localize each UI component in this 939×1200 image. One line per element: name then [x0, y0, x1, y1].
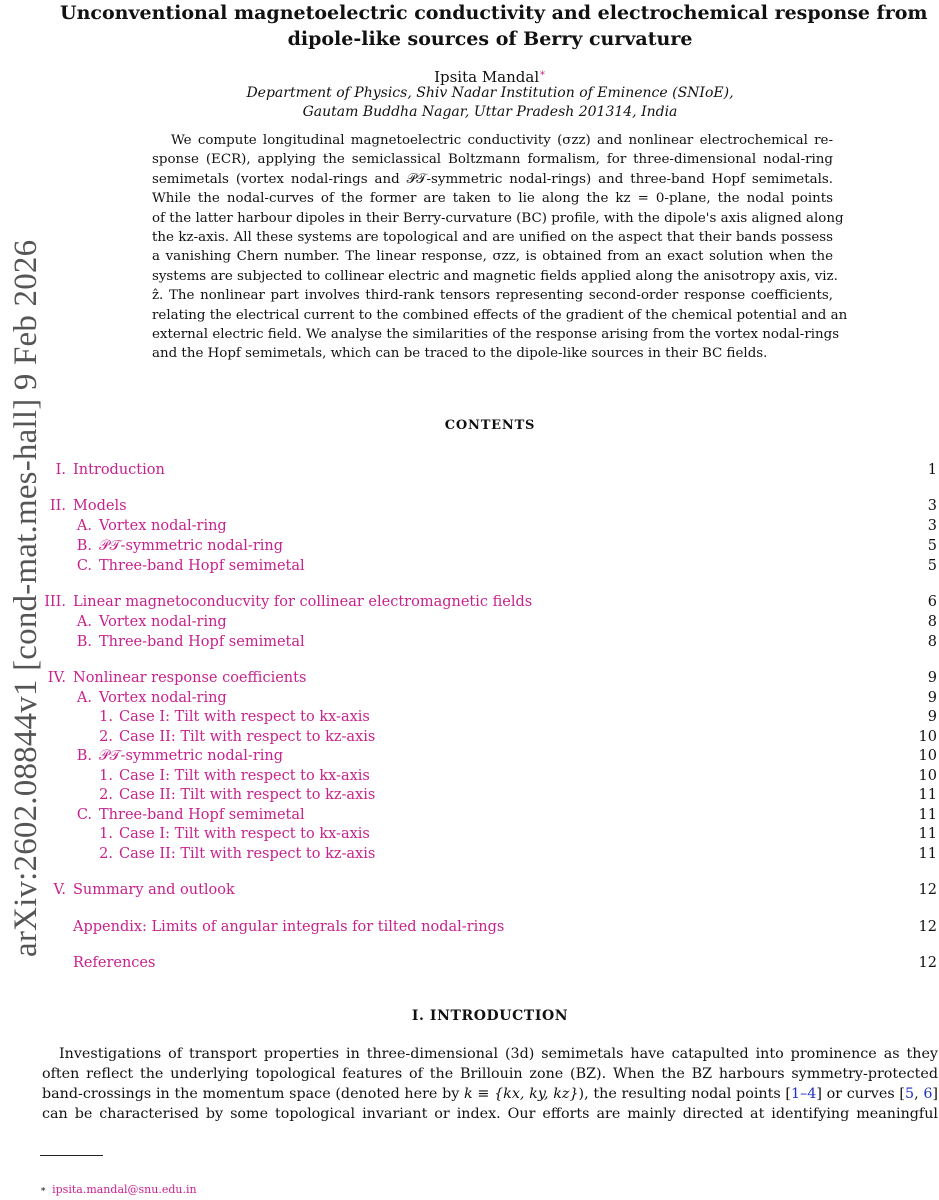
toc-entry[interactable] — [0, 917, 939, 937]
toc-entry-page: 6 — [927, 594, 937, 610]
title-line-1: Unconventional magnetoelectric conductivity and electrochemical response from — [60, 2, 928, 24]
toc-entry-page: 12 — [918, 955, 937, 971]
footnote — [40, 1183, 197, 1197]
footnote-mark: ∗ — [40, 1185, 47, 1195]
toc-entry-page: 11 — [918, 826, 937, 842]
affiliation — [60, 84, 920, 122]
toc-entry[interactable] — [0, 824, 939, 844]
toc-entry-page: 9 — [927, 670, 937, 686]
abstract-line: of the latter harbour dipoles in their Berry-curvature (BC) profile, with the dipole's axis aligned along — [152, 210, 844, 226]
toc-entry-page: 10 — [918, 768, 937, 784]
toc-entry-label[interactable]: Appendix: Limits of angular integrals for tilted nodal-rings — [73, 919, 505, 935]
toc-entry-label[interactable]: Case II: Tilt with respect to kz-axis — [119, 846, 376, 862]
intro-line-3 — [42, 1084, 938, 1104]
toc-entry[interactable] — [0, 880, 939, 900]
citation-link[interactable]: 5 — [904, 1086, 915, 1102]
toc-entry-number: V. — [53, 882, 66, 898]
toc-entry-number: C. — [76, 558, 92, 574]
intro-line-1: Investigations of transport properties in three-dimensional (3d) semimetals have catapulted into prominence as they — [59, 1046, 938, 1062]
toc-entry-number: B. — [76, 538, 92, 554]
abstract-line: the kz-axis. All these systems are topological and are unified on the aspect that their bands possess — [152, 230, 833, 246]
toc-entry[interactable] — [0, 460, 939, 480]
toc-entry[interactable] — [0, 668, 939, 688]
toc-entry-label[interactable]: Case I: Tilt with respect to kx-axis — [119, 768, 370, 784]
toc-entry[interactable] — [0, 953, 939, 973]
toc-entry[interactable] — [0, 556, 939, 576]
abstract-line: and the Hopf semimetals, which can be traced to the dipole-like sources in their BC fields. — [152, 346, 768, 362]
toc-entry-page: 9 — [927, 690, 937, 706]
abstract-line: While the nodal-curves of the former are taken to lie along the kz = 0-plane, the nodal points — [152, 191, 833, 207]
toc-entry-label[interactable]: Models — [73, 498, 127, 514]
abstract-line: We compute longitudinal magnetoelectric conductivity (σzz) and nonlinear electrochemical re- — [171, 133, 833, 148]
toc-entry[interactable] — [0, 612, 939, 632]
toc-entry-page: 11 — [918, 787, 937, 803]
toc-entry-number: A. — [76, 614, 92, 630]
toc-entry-label[interactable]: Introduction — [73, 462, 165, 478]
toc-entry-label[interactable]: Vortex nodal-ring — [99, 518, 227, 534]
toc-entry[interactable] — [0, 536, 939, 556]
introduction-body — [42, 1044, 938, 1124]
toc-entry[interactable] — [0, 592, 939, 612]
abstract-line: sponse (ECR), applying the semiclassical Boltzmann formalism, for three-dimensional nodal-ring — [152, 152, 833, 168]
toc-entry-label[interactable]: 𝒫𝒯-symmetric nodal-ring — [99, 748, 284, 764]
affiliation-line-2: Gautam Buddha Nagar, Uttar Pradesh 201314, India — [302, 104, 678, 120]
intro-text: , — [914, 1086, 924, 1102]
toc-entry-number: 1. — [99, 709, 113, 725]
intro-line-2: often reflect the underlying topological features of the Brillouin zone (BZ). When the BZ harbours symmetry-protected — [42, 1066, 938, 1082]
abstract-line: relating the electrical current to the combined effects of the gradient of the chemical potential and an — [152, 307, 848, 323]
abstract-line: systems are subjected to collinear electric and magnetic fields applied along the anisotropy axis, viz. — [152, 268, 838, 284]
toc-entry-page: 1 — [927, 462, 937, 478]
abstract — [152, 131, 848, 364]
toc-entry[interactable] — [0, 805, 939, 825]
arxiv-identifier-stamp: arXiv:2602.08844v1 [cond-mat.mes-hall] 9 Feb 2026 — [8, 239, 44, 957]
toc-entry-number: III. — [44, 594, 66, 610]
intro-line-4: can be characterised by some topological invariant or index. Our efforts are mainly directed at identifying meaningful — [42, 1106, 938, 1122]
toc-entry-page: 11 — [918, 807, 937, 823]
toc-entry-page: 10 — [918, 748, 937, 764]
toc-entry-label[interactable]: Vortex nodal-ring — [99, 690, 227, 706]
toc-entry-number: B. — [76, 634, 92, 650]
intro-text: ] or curves [ — [816, 1086, 905, 1102]
toc-entry-label[interactable]: Case I: Tilt with respect to kx-axis — [119, 709, 370, 725]
toc-entry[interactable] — [0, 707, 939, 727]
toc-entry-label[interactable]: Vortex nodal-ring — [99, 614, 227, 630]
intro-text: ), the resulting nodal points [ — [578, 1086, 791, 1102]
toc-entry[interactable] — [0, 746, 939, 766]
toc-entry-number: 2. — [99, 729, 113, 745]
toc-entry-number: A. — [76, 518, 92, 534]
toc-entry-number: B. — [76, 748, 92, 764]
toc-entry-page: 8 — [927, 614, 937, 630]
toc-entry-page: 3 — [927, 518, 937, 534]
title-line-2: dipole-like sources of Berry curvature — [287, 28, 693, 50]
introduction-heading: I. INTRODUCTION — [411, 1008, 569, 1024]
toc-entry-number: A. — [76, 690, 92, 706]
toc-entry-page: 12 — [918, 919, 937, 935]
toc-entry[interactable] — [0, 688, 939, 708]
affiliation-line-1: Department of Physics, Shiv Nadar Institution of Eminence (SNIoE), — [246, 85, 734, 101]
abstract-line: semimetals (vortex nodal-rings and 𝒫𝒯-symmetric nodal-rings) and three-band Hopf semimetals. — [152, 171, 833, 187]
toc-entry-label[interactable]: References — [73, 955, 156, 971]
toc-entry-number: 2. — [99, 846, 113, 862]
toc-entry-page: 5 — [927, 558, 937, 574]
toc-entry-label[interactable]: Linear magnetoconducvity for collinear electromagnetic fields — [73, 594, 533, 610]
abstract-line: external electric field. We analyse the similarities of the response arising from the vortex nodal-rings — [152, 327, 840, 343]
toc-entry-number: C. — [76, 807, 92, 823]
intro-text: ] — [932, 1086, 938, 1102]
intro-text: band-crossings in the momentum space (denoted here by — [42, 1086, 465, 1102]
toc-entry-number: IV. — [47, 670, 66, 686]
toc-entry-number: 2. — [99, 787, 113, 803]
toc-entry-label[interactable]: Three-band Hopf semimetal — [99, 634, 305, 650]
contents-heading: CONTENTS — [444, 418, 536, 433]
toc-entry-page: 8 — [927, 634, 937, 650]
toc-entry-page: 5 — [927, 538, 937, 554]
toc-entry[interactable] — [0, 516, 939, 536]
toc-entry-number: 1. — [99, 768, 113, 784]
toc-entry-label[interactable]: Case II: Tilt with respect to kz-axis — [119, 729, 376, 745]
toc-entry-label[interactable]: Summary and outlook — [73, 882, 235, 898]
toc-entry[interactable] — [0, 844, 939, 864]
toc-entry-label[interactable]: Three-band Hopf semimetal — [99, 558, 305, 574]
citation-link[interactable]: 1–4 — [790, 1086, 817, 1102]
toc-entry-number: 1. — [99, 826, 113, 842]
author-email-link[interactable]: ipsita.mandal@snu.edu.in — [52, 1183, 197, 1196]
toc-entry-page: 3 — [927, 498, 937, 514]
footnote-rule — [40, 1155, 103, 1156]
toc-entry-page: 12 — [918, 882, 937, 898]
toc-entry[interactable] — [0, 766, 939, 786]
author-name: Ipsita Mandal — [434, 68, 540, 86]
toc-entry-label[interactable]: Case I: Tilt with respect to kx-axis — [119, 826, 370, 842]
toc-entry[interactable] — [0, 727, 939, 747]
toc-entry[interactable] — [0, 496, 939, 516]
toc-entry-label[interactable]: Nonlinear response coefficients — [73, 670, 307, 686]
author-footnote-mark[interactable]: ∗ — [539, 68, 546, 79]
citation-link[interactable]: 6 — [923, 1086, 933, 1102]
toc-entry-number: I. — [55, 462, 66, 478]
toc-entry-page: 10 — [918, 729, 937, 745]
toc-entry-page: 11 — [918, 846, 937, 862]
toc-entry[interactable] — [0, 785, 939, 805]
toc-entry-label[interactable]: Three-band Hopf semimetal — [99, 807, 305, 823]
paper-title — [60, 0, 928, 52]
toc-entry-label[interactable]: 𝒫𝒯-symmetric nodal-ring — [99, 538, 284, 554]
toc-entry[interactable] — [0, 632, 939, 652]
abstract-line: ẑ. The nonlinear part involves third-rank tensors representing second-order response coefficients, — [152, 288, 833, 304]
abstract-line: a vanishing Chern number. The linear response, σzz, is obtained from an exact solution when the — [152, 249, 833, 265]
toc-entry-number: II. — [49, 498, 66, 514]
toc-entry-label[interactable]: Case II: Tilt with respect to kz-axis — [119, 787, 376, 803]
toc-entry-page: 9 — [927, 709, 937, 725]
momentum-symbol: k ≡ {kx, ky, kz} — [464, 1086, 579, 1102]
